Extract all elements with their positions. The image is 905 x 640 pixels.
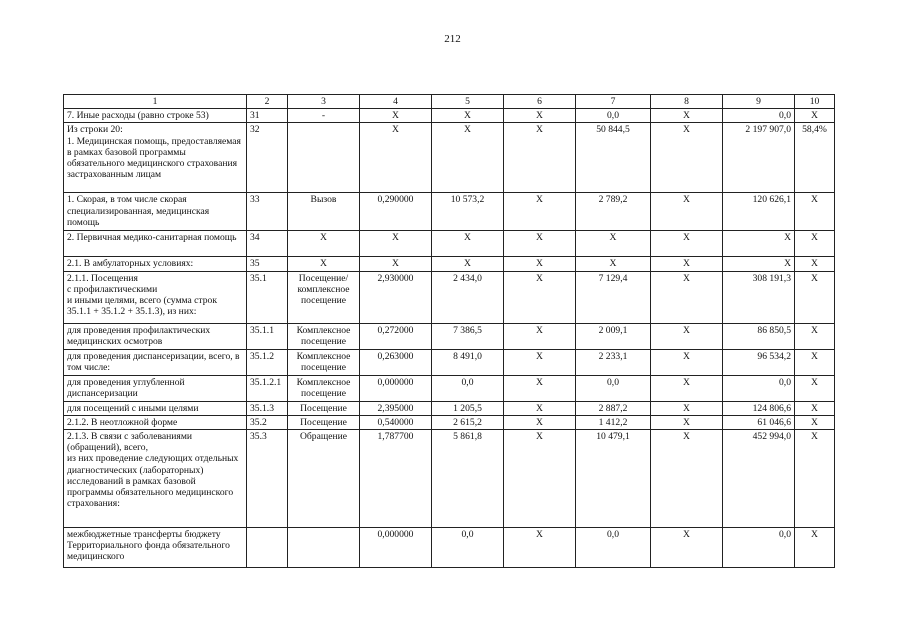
table-cell-c3: X: [288, 257, 360, 271]
table-cell-c2: 31: [247, 109, 288, 123]
table-cell-c5: 5 861,8: [432, 430, 504, 528]
table-cell-c2: 35.3: [247, 430, 288, 528]
table-cell-c3: X: [288, 231, 360, 257]
column-header: 7: [576, 95, 651, 109]
table-cell-c1: 7. Иные расходы (равно строке 53): [64, 109, 247, 123]
table-cell-c6: X: [504, 323, 576, 349]
table-cell-c1: для посещений с иными целями: [64, 401, 247, 415]
table-cell-c6: X: [504, 375, 576, 401]
table-row: [64, 430, 835, 528]
table-cell-c1: Из строки 20: 1. Медицинская помощь, предоставляемая в рамках базовой программы обязательного медицинского страхования застрахованным лицам: [64, 123, 247, 193]
table-cell-c9: 96 534,2: [723, 349, 795, 375]
table-cell-c9: 0,0: [723, 528, 795, 568]
table-cell-c2: 35.1: [247, 271, 288, 323]
table-cell-c7: X: [576, 257, 651, 271]
table-cell-c1: 2.1.3. В связи с заболеваниями (обращений), всего, из них проведение следующих отдельных диагностических (лабораторных) исследований в рамках базовой программы обязательного медицинского страхования:: [64, 430, 247, 528]
table-cell-c4: 0,000000: [360, 528, 432, 568]
column-header: 10: [795, 95, 835, 109]
table-cell-c5: X: [432, 109, 504, 123]
table-cell-c8: X: [651, 123, 723, 193]
table-cell-c8: X: [651, 375, 723, 401]
table-cell-c4: X: [360, 123, 432, 193]
table-cell-c3: Посещение: [288, 401, 360, 415]
table-cell-c5: 0,0: [432, 375, 504, 401]
table-cell-c5: 10 573,2: [432, 193, 504, 231]
table-cell-c8: X: [651, 401, 723, 415]
table-cell-c5: 8 491,0: [432, 349, 504, 375]
table-cell-c5: X: [432, 231, 504, 257]
table-cell-c3: Посещение/ комплексное посещение: [288, 271, 360, 323]
table-cell-c2: 35.1.3: [247, 401, 288, 415]
table-cell-c9: 86 850,5: [723, 323, 795, 349]
table-cell-c10: X: [795, 430, 835, 528]
table-row: [64, 415, 835, 429]
column-header: 9: [723, 95, 795, 109]
table-cell-c6: X: [504, 109, 576, 123]
header-row: [64, 95, 835, 109]
table-cell-c2: 35: [247, 257, 288, 271]
column-header: 8: [651, 95, 723, 109]
table-cell-c3: Вызов: [288, 193, 360, 231]
table-row: [64, 193, 835, 231]
table-cell-c6: X: [504, 349, 576, 375]
table-cell-c5: X: [432, 123, 504, 193]
table-cell-c2: 35.2: [247, 415, 288, 429]
table-cell-c10: X: [795, 415, 835, 429]
table-cell-c9: 120 626,1: [723, 193, 795, 231]
table-cell-c8: X: [651, 193, 723, 231]
table-cell-c7: 50 844,5: [576, 123, 651, 193]
table-cell-c8: X: [651, 231, 723, 257]
table-cell-c7: 10 479,1: [576, 430, 651, 528]
table-cell-c1: для проведения диспансеризации, всего, в том числе:: [64, 349, 247, 375]
table-cell-c6: X: [504, 257, 576, 271]
table-cell-c10: X: [795, 231, 835, 257]
table-cell-c5: 1 205,5: [432, 401, 504, 415]
table-cell-c10: X: [795, 528, 835, 568]
column-header: 5: [432, 95, 504, 109]
table-cell-c8: X: [651, 349, 723, 375]
table-cell-c10: X: [795, 109, 835, 123]
table-cell-c3: Обращение: [288, 430, 360, 528]
table-cell-c8: X: [651, 323, 723, 349]
table-cell-c9: 2 197 907,0: [723, 123, 795, 193]
table-row: [64, 271, 835, 323]
table-cell-c6: X: [504, 430, 576, 528]
table-cell-c5: 2 434,0: [432, 271, 504, 323]
table-cell-c6: X: [504, 193, 576, 231]
table-cell-c10: X: [795, 375, 835, 401]
table-cell-c9: 0,0: [723, 375, 795, 401]
table-cell-c10: X: [795, 323, 835, 349]
table-cell-c4: 0,272000: [360, 323, 432, 349]
table-cell-c8: X: [651, 430, 723, 528]
table-cell-c6: X: [504, 231, 576, 257]
table-row: [64, 257, 835, 271]
table-row: [64, 231, 835, 257]
table-cell-c7: 1 412,2: [576, 415, 651, 429]
column-header: 3: [288, 95, 360, 109]
table-cell-c7: X: [576, 231, 651, 257]
table-cell-c7: 2 233,1: [576, 349, 651, 375]
table-cell-c7: 2 009,1: [576, 323, 651, 349]
table-cell-c3: [288, 528, 360, 568]
table-cell-c3: [288, 123, 360, 193]
table-cell-c1: для проведения профилактических медицинских осмотров: [64, 323, 247, 349]
table-cell-c2: 35.1.1: [247, 323, 288, 349]
table-cell-c9: 308 191,3: [723, 271, 795, 323]
table-cell-c4: 0,290000: [360, 193, 432, 231]
table-cell-c9: 452 994,0: [723, 430, 795, 528]
page-number: 212: [444, 33, 461, 45]
table-cell-c7: 2 887,2: [576, 401, 651, 415]
table-cell-c2: 33: [247, 193, 288, 231]
table-cell-c4: 2,930000: [360, 271, 432, 323]
table-cell-c2: 32: [247, 123, 288, 193]
table-cell-c2: [247, 528, 288, 568]
table-cell-c2: 35.1.2: [247, 349, 288, 375]
table-cell-c6: X: [504, 123, 576, 193]
table-cell-c3: -: [288, 109, 360, 123]
table-cell-c3: Комплексное посещение: [288, 323, 360, 349]
table-cell-c6: X: [504, 401, 576, 415]
column-header: 6: [504, 95, 576, 109]
expenditure-table: [63, 94, 835, 568]
table-row: [64, 375, 835, 401]
table-cell-c5: 7 386,5: [432, 323, 504, 349]
table-cell-c4: 0,000000: [360, 375, 432, 401]
table-cell-c2: 35.1.2.1: [247, 375, 288, 401]
table-row: [64, 349, 835, 375]
table-cell-c7: 0,0: [576, 109, 651, 123]
table-cell-c9: X: [723, 257, 795, 271]
table-cell-c2: 34: [247, 231, 288, 257]
table-cell-c10: X: [795, 349, 835, 375]
table-cell-c10: X: [795, 401, 835, 415]
table-cell-c1: межбюджетные трансферты бюджету Территориального фонда обязательного медицинского: [64, 528, 247, 568]
table-cell-c8: X: [651, 528, 723, 568]
column-header: 2: [247, 95, 288, 109]
table-cell-c3: Посещение: [288, 415, 360, 429]
table-cell-c10: X: [795, 193, 835, 231]
table-row: [64, 109, 835, 123]
table-cell-c10: 58,4%: [795, 123, 835, 193]
table-row: [64, 323, 835, 349]
table-cell-c8: X: [651, 415, 723, 429]
table-cell-c7: 0,0: [576, 528, 651, 568]
table-cell-c6: X: [504, 528, 576, 568]
table-row: [64, 401, 835, 415]
table-cell-c1: для проведения углубленной диспансеризации: [64, 375, 247, 401]
table-cell-c7: 2 789,2: [576, 193, 651, 231]
table-cell-c1: 2.1. В амбулаторных условиях:: [64, 257, 247, 271]
table-cell-c7: 0,0: [576, 375, 651, 401]
table-cell-c5: 0,0: [432, 528, 504, 568]
table-cell-c8: X: [651, 257, 723, 271]
table-cell-c4: 1,787700: [360, 430, 432, 528]
table-cell-c3: Комплексное посещение: [288, 349, 360, 375]
table-cell-c3: Комплексное посещение: [288, 375, 360, 401]
table-cell-c4: 0,263000: [360, 349, 432, 375]
column-header: 1: [64, 95, 247, 109]
table-cell-c1: 1. Скорая, в том числе скорая специализированная, медицинская помощь: [64, 193, 247, 231]
table-row: [64, 528, 835, 568]
table-cell-c8: X: [651, 109, 723, 123]
table-cell-c4: X: [360, 231, 432, 257]
table-cell-c10: X: [795, 271, 835, 323]
table-cell-c4: 2,395000: [360, 401, 432, 415]
table-cell-c1: 2.1.2. В неотложной форме: [64, 415, 247, 429]
column-header: 4: [360, 95, 432, 109]
table-cell-c9: 124 806,6: [723, 401, 795, 415]
table-cell-c6: X: [504, 415, 576, 429]
table-cell-c9: 0,0: [723, 109, 795, 123]
table-cell-c1: 2. Первичная медико-санитарная помощь: [64, 231, 247, 257]
table-cell-c4: 0,540000: [360, 415, 432, 429]
table-cell-c6: X: [504, 271, 576, 323]
table-cell-c4: X: [360, 109, 432, 123]
table-cell-c9: X: [723, 231, 795, 257]
table-row: [64, 123, 835, 193]
table-cell-c9: 61 046,6: [723, 415, 795, 429]
table-cell-c1: 2.1.1. Посещения с профилактическими и иными целями, всего (сумма строк 35.1.1 + 35.1.2 + 35.1.3), из них:: [64, 271, 247, 323]
table-cell-c5: 2 615,2: [432, 415, 504, 429]
table-cell-c10: X: [795, 257, 835, 271]
table-cell-c8: X: [651, 271, 723, 323]
table-cell-c5: X: [432, 257, 504, 271]
table-cell-c7: 7 129,4: [576, 271, 651, 323]
table-cell-c4: X: [360, 257, 432, 271]
